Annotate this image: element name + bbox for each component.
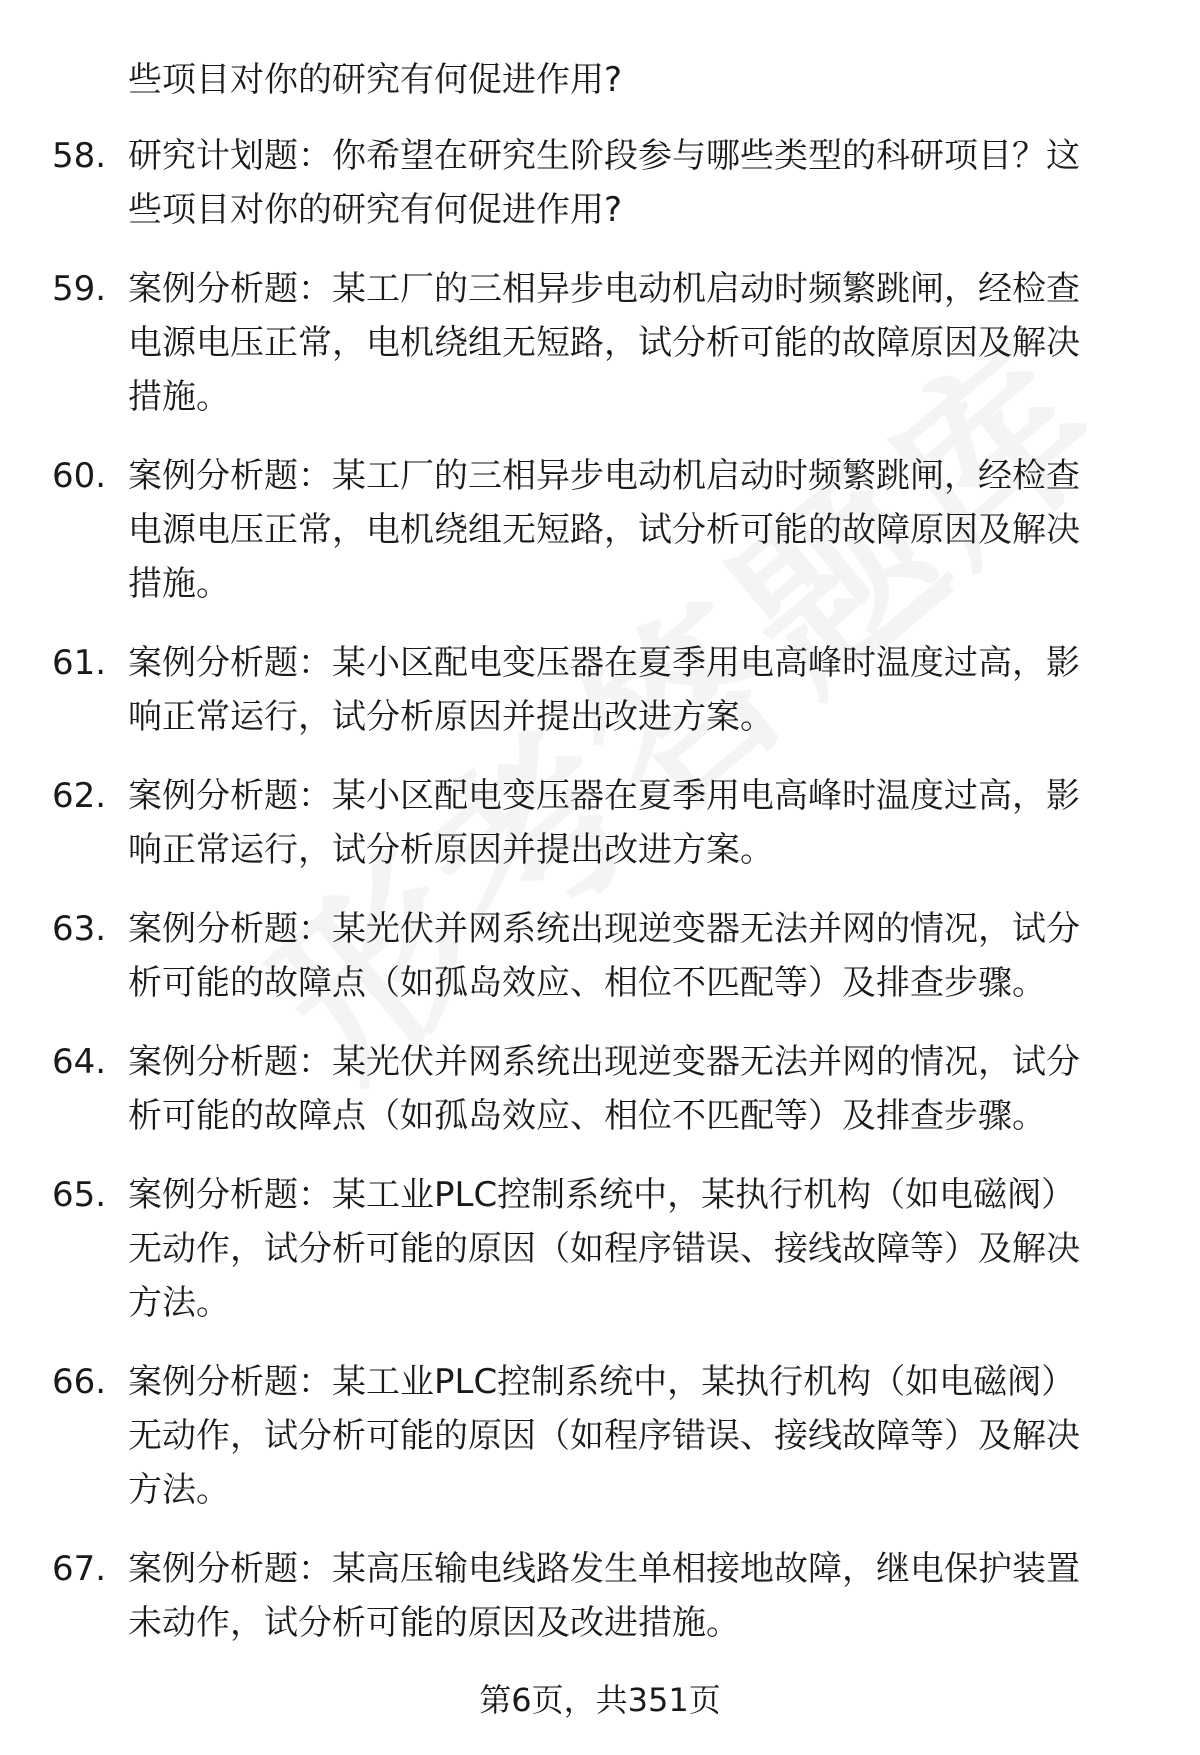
question-line: 未动作，试分析可能的原因及改进措施。 bbox=[128, 1603, 740, 1643]
question-line: 响正常运行，试分析原因并提出改进方案。 bbox=[128, 697, 774, 737]
question-line: 析可能的故障点（如孤岛效应、相位不匹配等）及排查步骤。 bbox=[128, 963, 1046, 1003]
question-number: 59. bbox=[52, 269, 107, 309]
question-line: 措施。 bbox=[128, 564, 230, 604]
question-line: 案例分析题：某小区配电变压器在夏季用电高峰时温度过高，影 bbox=[128, 643, 1080, 683]
question-number: 60. bbox=[52, 456, 107, 496]
question-line: 方法。 bbox=[128, 1283, 230, 1323]
question-number: 66. bbox=[52, 1362, 107, 1402]
question-line: 案例分析题：某高压输电线路发生单相接地故障，继电保护装置 bbox=[128, 1549, 1080, 1589]
continuation-line: 些项目对你的研究有何促进作用? bbox=[128, 60, 623, 100]
question-number: 64. bbox=[52, 1042, 107, 1082]
question-line: 研究计划题：你希望在研究生阶段参与哪些类型的科研项目？这 bbox=[128, 136, 1080, 176]
question-line: 案例分析题：某光伏并网系统出现逆变器无法并网的情况，试分 bbox=[128, 909, 1080, 949]
question-number: 62. bbox=[52, 776, 107, 816]
question-line: 方法。 bbox=[128, 1470, 230, 1510]
question-line: 案例分析题：某工厂的三相异步电动机启动时频繁跳闸，经检查 bbox=[128, 456, 1080, 496]
question-line: 措施。 bbox=[128, 377, 230, 417]
question-line: 案例分析题：某工厂的三相异步电动机启动时频繁跳闸，经检查 bbox=[128, 269, 1080, 309]
question-line: 案例分析题：某工业PLC控制系统中，某执行机构（如电磁阀） bbox=[128, 1362, 1076, 1402]
question-line: 无动作，试分析可能的原因（如程序错误、接线故障等）及解决 bbox=[128, 1229, 1080, 1269]
question-line: 响正常运行，试分析原因并提出改进方案。 bbox=[128, 830, 774, 870]
page-footer: 第6页，共351页 bbox=[479, 1681, 721, 1719]
question-line: 案例分析题：某小区配电变压器在夏季用电高峰时温度过高，影 bbox=[128, 776, 1080, 816]
question-number: 63. bbox=[52, 909, 107, 949]
question-line: 电源电压正常，电机绕组无短路，试分析可能的故障原因及解决 bbox=[128, 510, 1080, 550]
question-line: 无动作，试分析可能的原因（如程序错误、接线故障等）及解决 bbox=[128, 1416, 1080, 1456]
question-number: 61. bbox=[52, 643, 107, 683]
question-line: 电源电压正常，电机绕组无短路，试分析可能的故障原因及解决 bbox=[128, 323, 1080, 363]
question-line: 案例分析题：某工业PLC控制系统中，某执行机构（如电磁阀） bbox=[128, 1175, 1076, 1215]
question-line: 些项目对你的研究有何促进作用? bbox=[128, 190, 623, 230]
question-line: 案例分析题：某光伏并网系统出现逆变器无法并网的情况，试分 bbox=[128, 1042, 1080, 1082]
question-number: 65. bbox=[52, 1175, 107, 1215]
question-number: 67. bbox=[52, 1549, 107, 1589]
question-line: 析可能的故障点（如孤岛效应、相位不匹配等）及排查步骤。 bbox=[128, 1096, 1046, 1136]
question-number: 58. bbox=[52, 136, 107, 176]
